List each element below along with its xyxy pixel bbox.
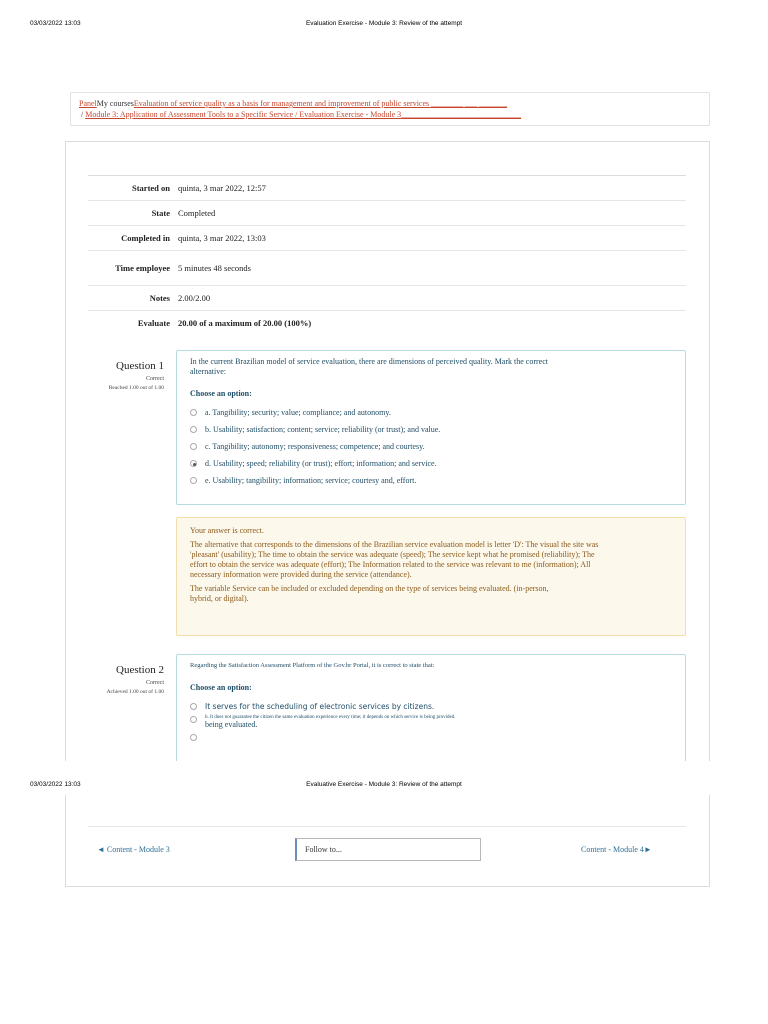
print-title: Evaluation Exercise - Module 3: Review of the attempt (305, 20, 463, 27)
feedback-explanation: The alternative that corresponds to the dimensions of the Brazilian service evaluation model is letter 'D': The visual the site was 'pleasant' (usability); The time to obtain the service was adequate (speed); The service kept what he promised (reliability); The effort to obtain the service was adequate (effort); The Information related to the service was relevant to me (information); All necessary information were provided during the service (attendance). (190, 540, 599, 579)
feedback-correct: Your answer is correct. (190, 526, 264, 535)
breadcrumb-panel-link[interactable]: Panel (79, 99, 97, 108)
feedback-note: The variable Service can be included or excluded depending on the type of services being evaluated. (in-person, hybrid, or digital). (190, 584, 549, 603)
print-date: 03/03/2022 13:03 (30, 781, 81, 788)
question-state: Correct (146, 376, 164, 382)
question-2-info (74, 664, 164, 695)
breadcrumb-separator: / (81, 110, 84, 119)
answer-option-a[interactable] (190, 404, 672, 421)
question-2-box (176, 654, 686, 761)
question-1-box (176, 350, 686, 505)
breadcrumb-course-underline[interactable]: ________ ___ _______ (429, 99, 508, 108)
question-number: Question 2 (116, 664, 164, 676)
answer-option-b[interactable] (190, 715, 672, 729)
answer-option-a[interactable] (190, 698, 672, 715)
summary-label: State (151, 208, 170, 218)
option-label: It serves for the scheduling of electronic services by citizens. (205, 702, 435, 711)
breadcrumb-course-link[interactable]: Evaluation of service quality as a basis for management and improvement of public services (133, 99, 430, 108)
radio-button[interactable] (190, 734, 197, 741)
jump-to-select[interactable]: Follow to... (295, 838, 481, 861)
summary-label: Completed in (121, 233, 170, 243)
question-1-info (74, 360, 164, 391)
option-label: b. It does not guarantee the citizen the same evaluation experience every time; it depends on which service is being provided. (205, 715, 456, 720)
print-title: Evaluative Exercise - Module 3: Review of the attempt (306, 781, 462, 788)
option-label: a. Tangibility; security; value; compliance; and autonomy. (205, 408, 391, 417)
radio-button[interactable] (190, 716, 197, 723)
question-number: Question 1 (116, 360, 164, 372)
option-label-continued: being evaluated. (205, 720, 258, 729)
summary-label: Time employee (115, 263, 170, 273)
summary-value: quinta, 3 mar 2022, 12:57 (178, 183, 266, 193)
summary-row-state (88, 201, 686, 226)
radio-button[interactable] (190, 477, 197, 484)
question-text: Regarding the Satisfaction Assessment Platform of the Gov.br Portal, it is correct to state that: (190, 662, 435, 669)
summary-row-time (88, 251, 686, 286)
radio-button[interactable] (190, 409, 197, 416)
summary-value: 20.00 of a maximum of 20.00 (100%) (178, 318, 312, 328)
summary-value: Completed (178, 208, 216, 218)
print-header (0, 781, 768, 795)
breadcrumb-module-suffix[interactable]: - Module 3 (363, 110, 402, 119)
choose-label: Choose an option: (190, 389, 252, 398)
summary-row-notes (88, 286, 686, 311)
summary-value: quinta, 3 mar 2022, 13:03 (178, 233, 266, 243)
radio-button[interactable] (190, 426, 197, 433)
answer-option-d[interactable] (190, 455, 672, 472)
option-label: c. Tangibility; autonomy; responsiveness; competence; and courtesy. (205, 442, 425, 451)
summary-row-evaluate (88, 311, 686, 335)
answer-option-e[interactable] (190, 472, 672, 489)
summary-row-completed (88, 226, 686, 251)
question-text: In the current Brazilian model of service evaluation, there are dimensions of perceived quality. Mark the correct alternative: (190, 357, 548, 376)
option-label: b. Usability; satisfaction; content; service; reliability (or trust); and value. (205, 425, 441, 434)
radio-button[interactable] (190, 703, 197, 710)
print-header (0, 20, 768, 34)
breadcrumb (70, 92, 710, 126)
summary-value: 5 minutes 48 seconds (178, 263, 251, 273)
breadcrumb-module-link[interactable]: Module 3: Application of Assessment Tools to a Specific Service / Evaluation Exercise (85, 110, 364, 119)
answer-option-b[interactable] (190, 421, 672, 438)
attempt-summary-table (88, 175, 686, 335)
choose-label: Choose an option: (190, 683, 252, 692)
next-activity-link[interactable]: Content - Module 4► (581, 845, 652, 854)
answer-option-c[interactable] (190, 729, 672, 746)
summary-row-started (88, 176, 686, 201)
question-state: Correct (146, 680, 164, 686)
breadcrumb-module-underline[interactable]: ______________________________ (401, 110, 522, 119)
question-grade: Achieved 1.00 out of 1.00 (106, 689, 164, 695)
summary-label: Evaluate (137, 318, 170, 328)
option-label: e. Usability; tangibility; information; service; courtesy and, effort. (205, 476, 417, 485)
option-label: d. Usability; speed; reliability (or trust); effort; information; and service. (205, 459, 437, 468)
summary-label: Notes (149, 293, 170, 303)
radio-button[interactable] (190, 443, 197, 450)
question-grade: Reached 1.00 out of 1.00 (108, 385, 164, 391)
radio-button-selected[interactable] (190, 460, 197, 467)
print-date: 03/03/2022 13:03 (30, 20, 81, 27)
summary-label: Started on (131, 183, 170, 193)
answer-option-c[interactable] (190, 438, 672, 455)
summary-value: 2.00/2.00 (178, 293, 211, 303)
divider (88, 826, 686, 827)
breadcrumb-my-courses[interactable]: My courses (96, 99, 134, 108)
question-1-feedback (176, 517, 686, 636)
prev-activity-link[interactable]: ◄ Content - Module 3 (97, 845, 170, 854)
